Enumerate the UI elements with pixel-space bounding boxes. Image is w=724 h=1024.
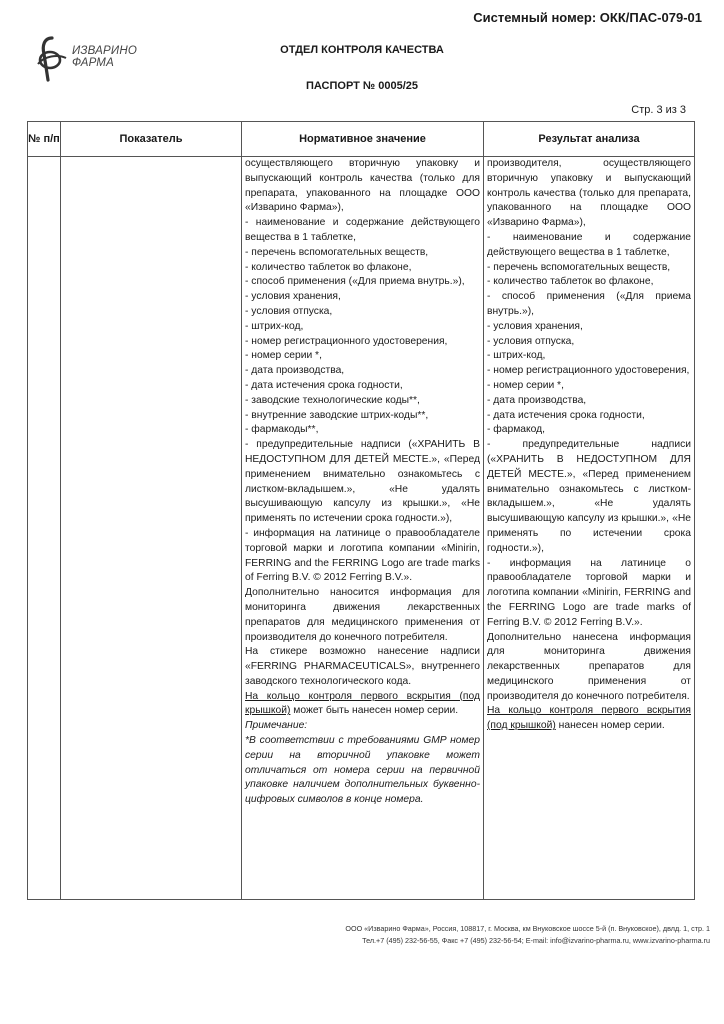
table-row <box>28 157 695 900</box>
norm-line: - перечень вспомогательных веществ, <box>245 246 429 258</box>
norm-underlined-tail: может быть нанесен номер серии. <box>290 705 459 717</box>
norm-line: - информация на латинице о правообладателе торговой марки и логотипа компании «Minirin, FERRING and the FERRING Logo are trade marks of Ferring B.V. © 2012 Ferring B.V.». <box>245 527 480 584</box>
norm-line: - количество таблеток во флаконе, <box>245 261 412 273</box>
logo-line-1: ИЗВАРИНО <box>72 45 137 57</box>
table-header-row <box>28 122 695 157</box>
cell-result <box>484 157 695 900</box>
norm-underlined: На кольцо контроля первого вскрытия (под крышкой) <box>245 690 480 717</box>
column-header-number <box>28 122 61 157</box>
result-line: - условия отпуска, <box>487 335 575 347</box>
norm-line: - внутренние заводские штрих-коды**, <box>245 409 429 421</box>
company-logo <box>30 34 150 86</box>
norm-line: - штрих-код, <box>245 320 304 332</box>
result-line: - перечень вспомогательных веществ, <box>487 261 671 273</box>
norm-line: - дата истечения срока годности, <box>245 379 403 391</box>
norm-line: - условия хранения, <box>245 291 341 303</box>
result-line: - дата истечения срока годности, <box>487 409 645 421</box>
cell-norm <box>242 157 484 900</box>
result-line: - дата производства, <box>487 394 587 406</box>
footer-contacts: Тел.+7 (495) 232-56-55, Факс +7 (495) 232-56-54; E-mail: info@izvarino-pharma.ru, www.izvarino-pharma.ru <box>362 936 710 945</box>
norm-line: - условия отпуска, <box>245 305 333 317</box>
norm-line: - заводские технологические коды**, <box>245 394 420 406</box>
norm-line: - дата производства, <box>245 365 345 377</box>
result-line: Дополнительно нанесена информация для мониторинга движения лекарственных препаратов для медицинского применения от производителя до конечного потребителя. <box>487 631 691 702</box>
logo-line-2: ФАРМА <box>72 57 114 69</box>
column-header-number-label: № п/п <box>28 132 60 145</box>
result-underlined-tail: нанесен номер серии. <box>555 720 665 732</box>
column-header-result <box>484 122 695 157</box>
norm-line: На стикере возможно нанесение надписи «FERRING PHARMACEUTICALS», внутреннего заводского технологического кода. <box>245 646 480 687</box>
result-line: - количество таблеток во флаконе, <box>487 276 654 288</box>
norm-line: Дополнительно наносится информация для мониторинга движения лекарственных препаратов для медицинского применения от производителя до конечного потребителя. <box>245 587 480 643</box>
result-line: - условия хранения, <box>487 320 583 332</box>
result-opening-ring <box>487 704 691 734</box>
analysis-table <box>27 121 695 900</box>
result-line: - штрих-код, <box>487 350 546 362</box>
norm-lines <box>245 157 480 690</box>
result-line: - информация на латинице о правообладателе торговой марки и логотипа компании «Minirin, FERRING and the FERRING Logo are trade marks of Ferring B.V. © 2012 Ferring B.V.». <box>487 557 691 628</box>
norm-opening-ring <box>245 690 480 720</box>
column-header-indicator-label: Показатель <box>119 132 183 145</box>
result-line: - номер серии *, <box>487 379 564 391</box>
footer <box>0 923 710 947</box>
cell-indicator <box>61 157 242 900</box>
note-text: *В соответствии с требованиями GMP номер серии на вторичной упаковке может отличаться от номера серии на первичной упаковке наличием дополнительных буквенно- цифровых символов в конце номера. <box>245 735 480 806</box>
norm-line: - номер серии *, <box>245 350 322 362</box>
norm-line: - номер регистрационного удостоверения, <box>245 335 448 347</box>
system-number: Системный номер: ОКК/ПАС-079-01 <box>473 10 702 25</box>
result-line: - номер регистрационного удостоверения, <box>487 365 690 377</box>
norm-line: - предупредительные надписи («ХРАНИТЬ В НЕДОСТУПНОМ ДЛЯ ДЕТЕЙ МЕСТЕ.», «Перед применением внимательно ознакомьтесь с листком-вкладышем.», «Не удалять высушивающую капсулу из крышки.», «Не применять по истечении срока годности.»), <box>245 439 480 525</box>
column-header-indicator <box>61 122 242 157</box>
result-underlined: На кольцо контроля первого вскрытия (под крышкой) <box>487 705 691 732</box>
column-header-norm-label: Нормативное значение <box>299 132 426 145</box>
norm-line: - фармакоды**, <box>245 424 319 436</box>
result-line: - фармакод, <box>487 424 546 436</box>
norm-line: осуществляющего вторичную упаковку и выпускающий контроль качества (только для препарата, упакованного на площадке ООО «Изварино Фарма»), <box>245 158 480 214</box>
result-line: - предупредительные надписи («ХРАНИТЬ В НЕДОСТУПНОМ ДЛЯ ДЕТЕЙ МЕСТЕ.», «Перед применением внимательно ознакомьтесь с листком-вкладышем.», «Не удалять высушивающую капсулу из крышки.», «Не применять по истечении срока годности.»), <box>487 439 691 554</box>
result-lines <box>487 157 691 704</box>
norm-line: - наименование и содержание действующего вещества в 1 таблетке, <box>245 217 480 243</box>
norm-line: - способ применения («Для приема внутрь.»), <box>245 276 465 288</box>
department-title: ОТДЕЛ КОНТРОЛЯ КАЧЕСТВА <box>280 44 444 56</box>
result-line: - способ применения («Для приема внутрь.»), <box>487 291 691 317</box>
passport-number: ПАСПОРТ № 0005/25 <box>305 80 419 92</box>
column-header-norm <box>242 122 484 157</box>
result-line: производителя, осуществляющего вторичную упаковку и выпускающий контроль качества (только для препарата, упакованного на площадке ООО «Изварино Фарма»), <box>487 158 691 229</box>
page-number: Стр. 3 из 3 <box>631 104 686 116</box>
cell-number <box>28 157 61 900</box>
note-title: Примечание: <box>245 720 308 732</box>
logo-mark-icon <box>30 34 74 86</box>
result-line: - наименование и содержание действующего вещества в 1 таблетке, <box>487 231 691 258</box>
footer-address: ООО «Изварино Фарма», Россия, 108817, г. Москва, км Внуковское шоссе 5-й (п. Внуковское), двлд. 1, стр. 1 <box>345 924 710 933</box>
column-header-result-label: Результат анализа <box>538 132 640 145</box>
